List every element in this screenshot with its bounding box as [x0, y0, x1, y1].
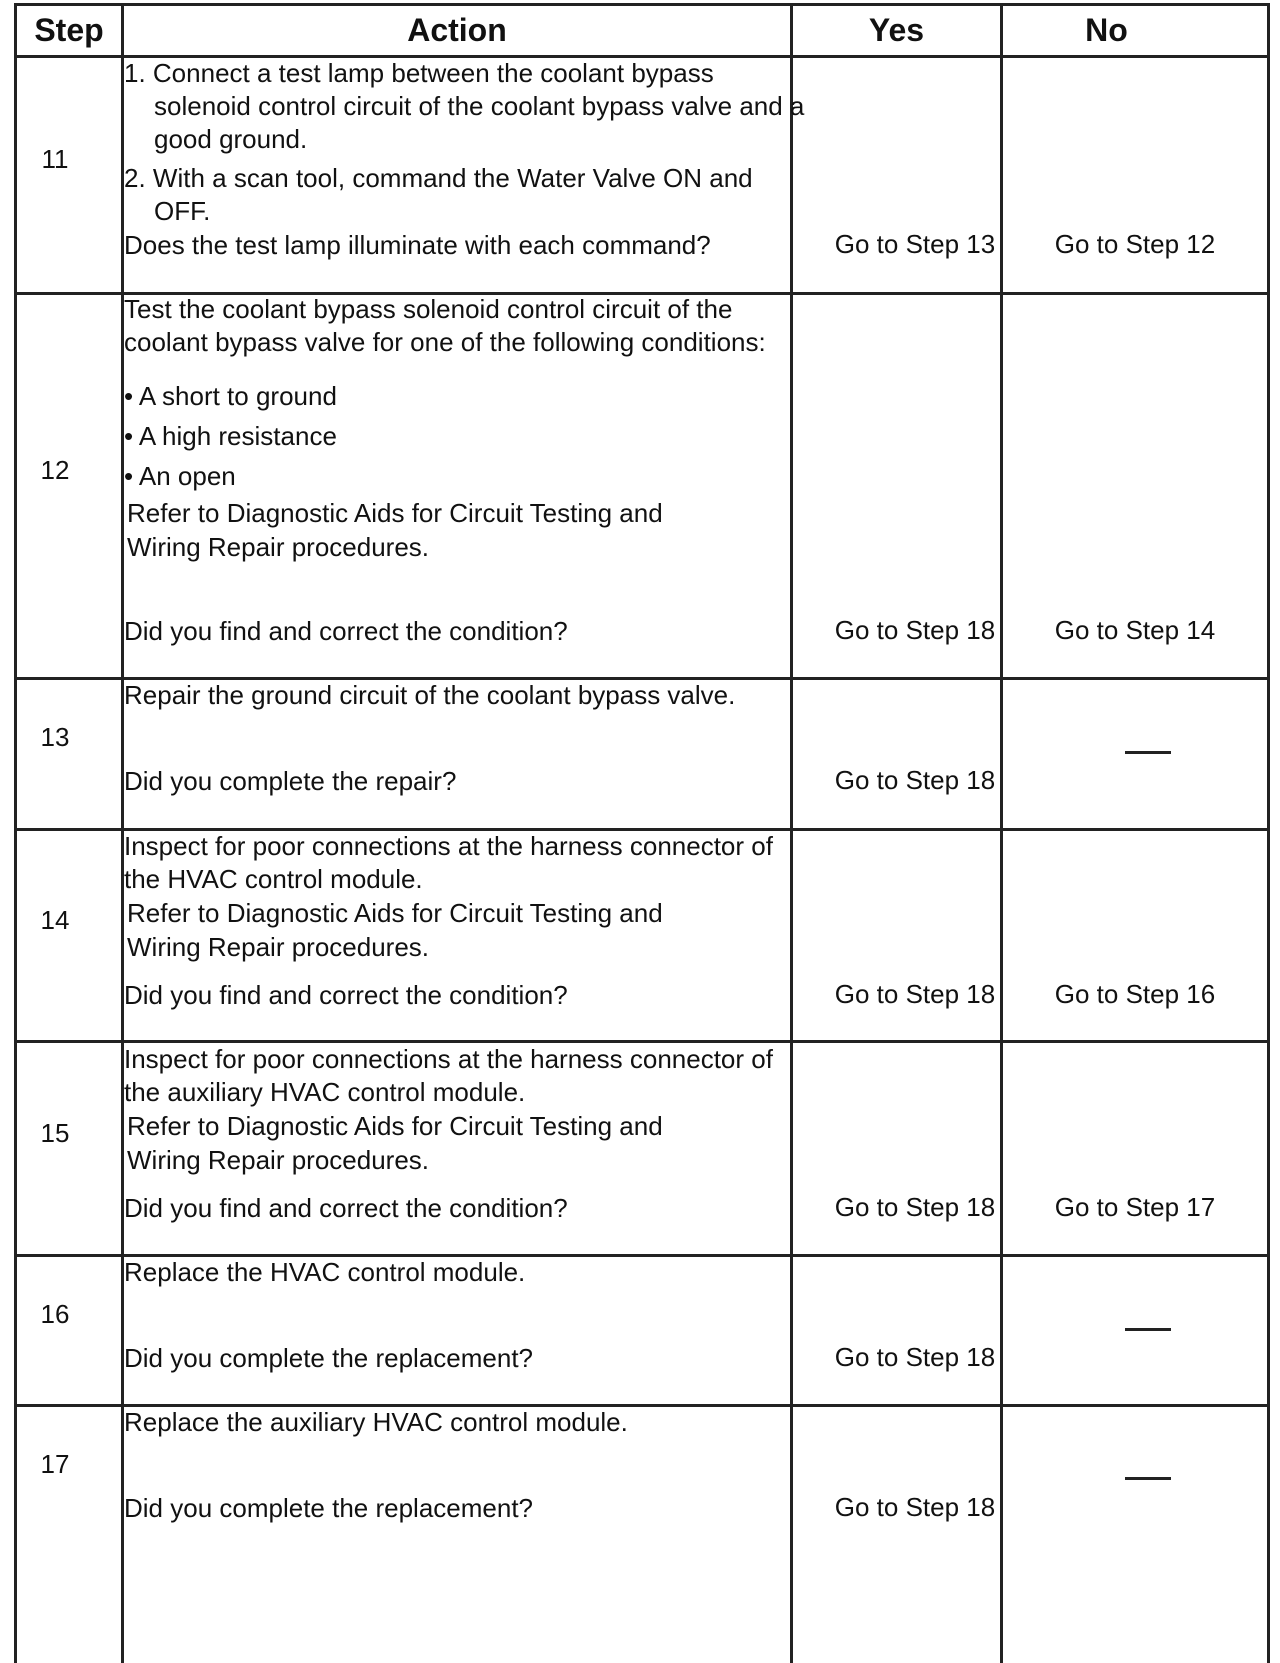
reference-line: Wiring Repair procedures.: [127, 1145, 430, 1175]
no-result-dash: [1125, 751, 1171, 754]
no-result: Go to Step 12: [1054, 229, 1216, 259]
no-result: Go to Step 14: [1054, 615, 1216, 645]
action-text: Inspect for poor connections at the harness connector of the auxiliary HVAC control module.: [124, 1044, 773, 1107]
yes-result: Go to Step 18: [834, 1492, 996, 1522]
action-text: Inspect for poor connections at the harness connector of the HVAC control module.: [124, 831, 773, 894]
condition-bullet: • An open: [124, 461, 236, 491]
yes-result: Go to Step 18: [834, 765, 996, 795]
reference-line: Wiring Repair procedures.: [127, 932, 430, 962]
header-action: Action: [407, 12, 507, 48]
action-item: 1. Connect a test lamp between the coolant bypass solenoid control circuit of the coolant bypass valve and a good ground.: [124, 58, 805, 154]
step-number: 16: [40, 1299, 70, 1329]
yes-result: Go to Step 13: [834, 229, 996, 259]
step-number: 14: [40, 905, 70, 935]
question-text: Did you find and correct the condition?: [124, 980, 568, 1010]
yes-result: Go to Step 18: [834, 615, 996, 645]
action-intro: Test the coolant bypass solenoid control circuit of the coolant bypass valve for one of the following conditions:: [124, 294, 766, 357]
header-yes: Yes: [868, 12, 925, 48]
action-cell: [124, 830, 814, 964]
no-result-dash: [1125, 1477, 1171, 1480]
question-text: Did you complete the repair?: [124, 766, 457, 796]
yes-result: Go to Step 18: [834, 1342, 996, 1372]
action-cell: [124, 293, 814, 564]
condition-bullet: • A short to ground: [124, 381, 337, 411]
action-text: Replace the HVAC control module.: [124, 1257, 526, 1287]
action-text: Replace the auxiliary HVAC control module.: [124, 1407, 628, 1437]
no-result: Go to Step 17: [1054, 1192, 1216, 1222]
reference-line: Wiring Repair procedures.: [127, 532, 430, 562]
no-result: Go to Step 16: [1054, 979, 1216, 1009]
action-cell: [124, 57, 814, 228]
question-text: Did you complete the replacement?: [124, 1343, 534, 1373]
question-text: Does the test lamp illuminate with each command?: [124, 230, 711, 260]
header-step: Step: [34, 12, 104, 48]
step-number: 15: [40, 1118, 70, 1148]
step-number: 11: [41, 144, 69, 174]
reference-line: Refer to Diagnostic Aids for Circuit Testing and: [127, 498, 663, 528]
yes-result: Go to Step 18: [834, 979, 996, 1009]
question-text: Did you find and correct the condition?: [124, 616, 568, 646]
action-item: 2. With a scan tool, command the Water Valve ON and OFF.: [124, 163, 753, 226]
step-number: 13: [40, 722, 70, 752]
step-number: 12: [40, 455, 70, 485]
action-text: Repair the ground circuit of the coolant bypass valve.: [124, 680, 736, 710]
question-text: Did you complete the replacement?: [124, 1493, 534, 1523]
no-result-dash: [1125, 1328, 1171, 1331]
step-number: 17: [40, 1449, 70, 1479]
reference-line: Refer to Diagnostic Aids for Circuit Testing and: [127, 1111, 663, 1141]
header-no: No: [1085, 12, 1128, 48]
action-cell: [124, 1043, 814, 1177]
condition-bullet: • A high resistance: [124, 421, 337, 451]
yes-result: Go to Step 18: [834, 1192, 996, 1222]
question-text: Did you find and correct the condition?: [124, 1193, 568, 1223]
reference-line: Refer to Diagnostic Aids for Circuit Testing and: [127, 898, 663, 928]
